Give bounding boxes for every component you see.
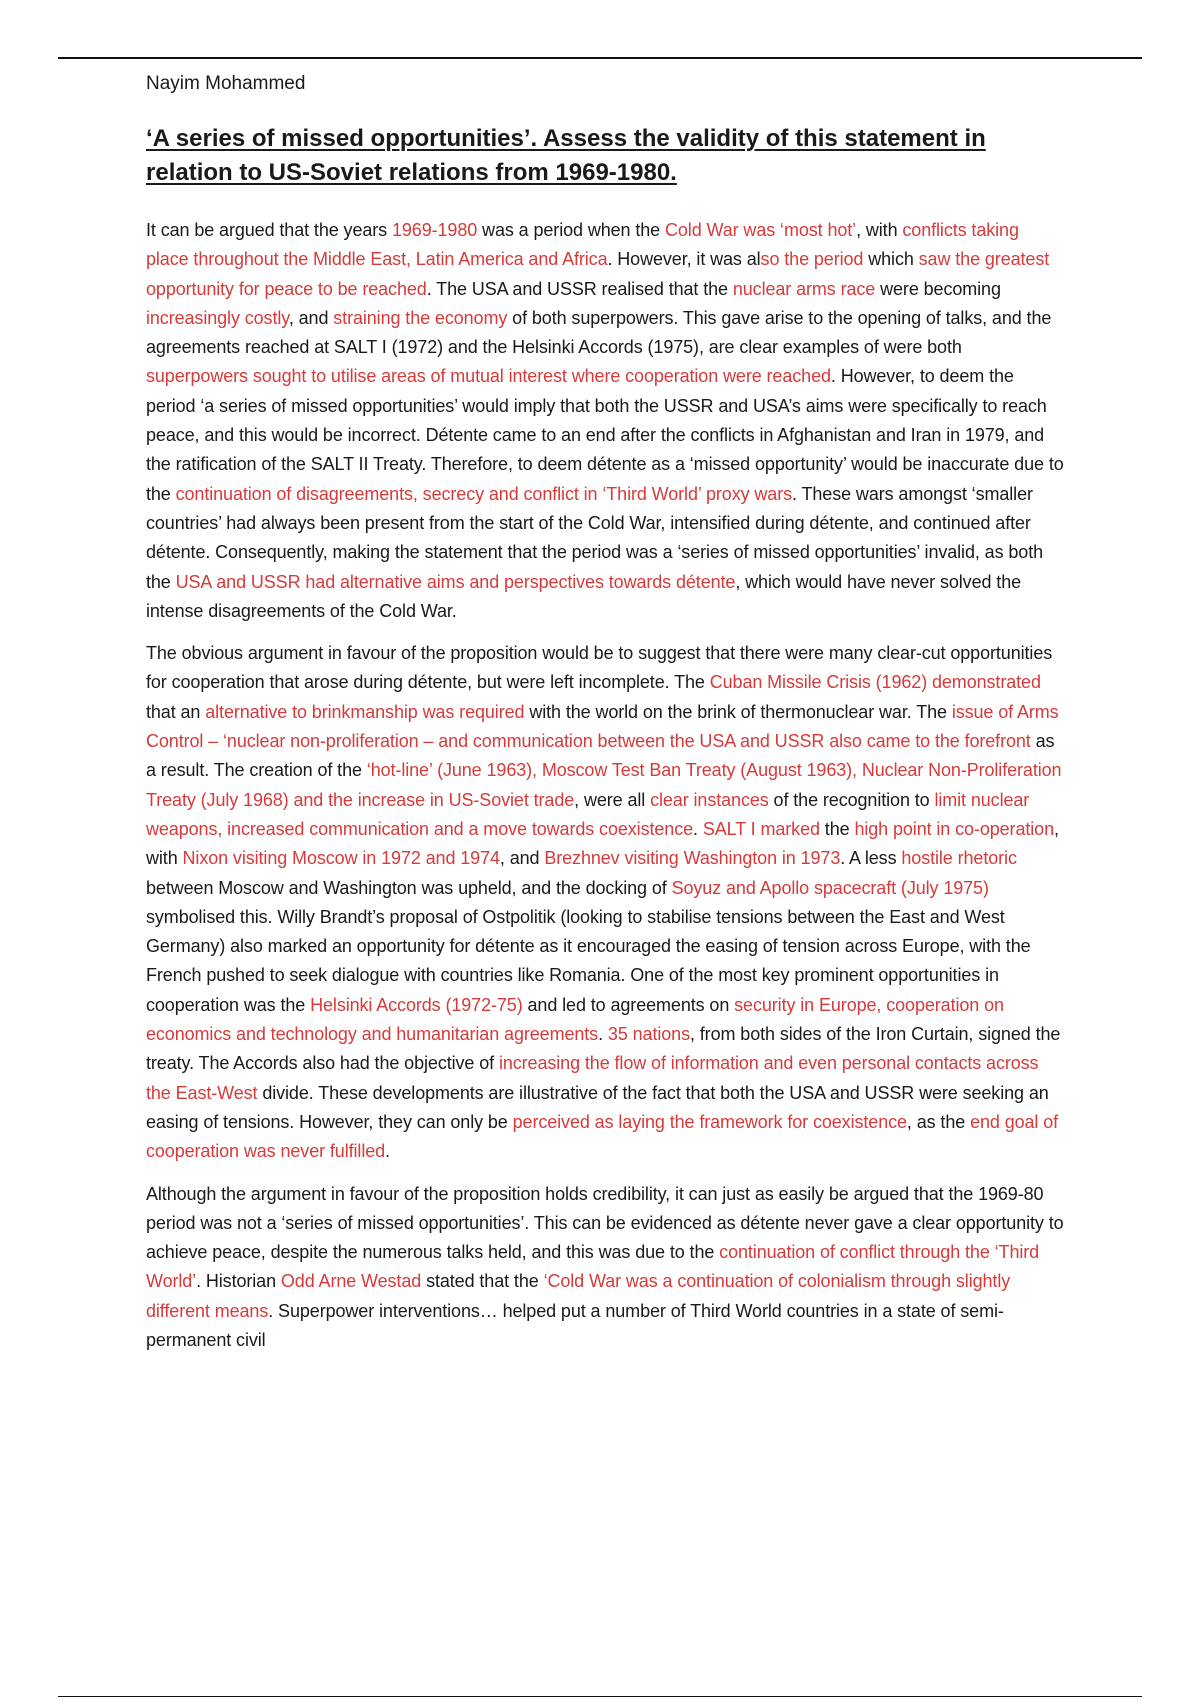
text-run: of both superpowers. This gave arise to the opening of talks, and the agreements reached at SALT I (1972) and the Helsinki Accords (1975), are clear examples of were both	[146, 307, 1052, 358]
text-run: the	[819, 818, 855, 839]
text-run: . Superpower interventions… helped put a number of Third World countries in a state of semi-permanent civil	[146, 1300, 1004, 1350]
text-run: symbolised this. Willy Brandt’s proposal of Ostpolitik (looking to stabilise tensions between the East and West Germany) also marked an opportunity for détente as it encouraged the easing of tension across Europe, with the French pushed to seek dialogue with countries like Romania. One of the most key prominent opportunities in cooperation was the	[146, 906, 1031, 1015]
text-run: , with	[146, 818, 1059, 869]
text-run: , and	[499, 848, 545, 869]
text-run: . However, to deem the period ‘a series of missed opportunities’ would imply that both the USSR and USA’s aims were specifically to reach peace, and this would be incorrect. Détente came to an end after the conflicts in Afghanistan and Iran in 1979, and the ratification of the SALT II Treaty. Therefore, to deem détente as a ‘missed opportunity’ would be inaccurate due to the	[146, 366, 1064, 504]
text-run: It can be argued that the years	[146, 220, 392, 240]
highlighted-phrase: nuclear arms race	[732, 278, 876, 299]
highlighted-phrase: end goal of cooperation was never fulfilled	[146, 1111, 1059, 1162]
highlighted-phrase: Brezhnev visiting Washington in 1973	[544, 848, 841, 869]
highlighted-phrase: superpowers sought to utilise areas of mutual interest where cooperation were reached	[146, 366, 831, 387]
highlighted-phrase: saw the greatest opportunity for peace to be reached	[146, 249, 1050, 299]
text-run: were becoming	[875, 278, 1001, 299]
essay-paragraph	[146, 639, 1066, 1166]
text-run: . However, it was al	[607, 249, 761, 270]
text-run: , and	[288, 307, 334, 328]
text-run: of the recognition to	[768, 789, 935, 810]
highlighted-phrase: so the period	[760, 249, 864, 270]
highlighted-phrase: Odd Arne Westad	[280, 1271, 422, 1292]
highlighted-phrase: continuation of conflict through the ‘Third World’	[146, 1242, 1040, 1292]
text-run: was a period when the	[477, 220, 665, 240]
text-run: between Moscow and Washington was upheld, and the docking of	[146, 877, 672, 898]
essay-title	[146, 122, 1066, 190]
highlighted-phrase: increasingly costly	[146, 307, 289, 328]
highlighted-phrase: conflicts taking place throughout the Middle East, Latin America and Africa	[146, 220, 1019, 270]
document-body	[146, 72, 1066, 1368]
highlighted-phrase: increasing the flow of information and even personal contacts across the East-West	[146, 1053, 1039, 1103]
text-run: , as the	[906, 1111, 971, 1132]
highlighted-phrase: SALT I marked	[702, 818, 820, 839]
footer-rule	[58, 1696, 1142, 1697]
highlighted-phrase: limit nuclear weapons, increased communication and a move towards coexistence	[146, 789, 1030, 839]
highlighted-phrase: straining the economy	[333, 307, 508, 328]
text-run: .	[598, 1024, 608, 1045]
highlighted-phrase: ‘Cold War was a continuation of colonialism through slightly different means	[146, 1271, 1011, 1321]
text-run: . A less	[840, 848, 902, 869]
text-run: which	[863, 249, 919, 270]
text-run: that an	[146, 701, 206, 722]
text-run: Although the argument in favour of the proposition holds credibility, it can just as easily be argued that the 1969-80 period was not a ‘series of missed opportunities’. This can be evidenced as détente never gave a clear opportunity to achieve peace, despite the numerous talks held, and this was due to the	[146, 1183, 1064, 1263]
highlighted-phrase: Helsinki Accords (1972-75)	[310, 994, 523, 1015]
text-run: , with	[856, 220, 903, 240]
highlighted-phrase: continuation of disagreements, secrecy and conflict in ‘Third World’ proxy wars	[175, 483, 793, 504]
highlighted-phrase: Nixon visiting Moscow in 1972 and 1974	[182, 848, 500, 869]
header-rule	[58, 57, 1142, 59]
text-run: divide. These developments are illustrative of the fact that both the USA and USSR were seeking an easing of tensions. However, they can only be	[146, 1082, 1049, 1132]
highlighted-phrase: security in Europe, cooperation on economics and technology and humanitarian agreements	[146, 994, 1004, 1045]
text-run: stated that the	[421, 1271, 544, 1292]
highlighted-phrase: 35 nations	[607, 1024, 690, 1045]
text-run: . These wars amongst ‘smaller countries’ had always been present from the start of the Cold War, intensified during détente, and continued after détente. Consequently, making the statement that the period was a ‘series of missed opportunities’ invalid, as both the	[146, 483, 1044, 592]
highlighted-phrase: Soyuz and Apollo spacecraft (July 1975)	[671, 877, 989, 898]
essay-paragraph	[146, 1180, 1066, 1356]
author-name: Nayim Mohammed	[146, 73, 306, 94]
text-run: as a result. The creation of the	[146, 731, 1055, 781]
essay-title-line: ‘A series of missed opportunities’. Assess the validity of this statement in	[146, 125, 986, 152]
text-run: , which would have never solved the intense disagreements of the Cold War.	[146, 571, 1022, 621]
highlighted-phrase: USA and USSR had alternative aims and perspectives towards détente	[175, 571, 736, 592]
highlighted-phrase: high point in co-operation	[854, 818, 1054, 839]
highlighted-phrase: clear instances	[650, 789, 769, 810]
text-run: , from both sides of the Iron Curtain, signed the treaty. The Accords also had the objective of	[146, 1024, 1061, 1074]
text-run: with the world on the brink of thermonuclear war. The	[524, 701, 952, 722]
highlighted-phrase: Cuban Missile Crisis (1962) demonstrated	[709, 672, 1041, 693]
highlighted-phrase: Cold War was ‘most hot’	[664, 220, 857, 240]
text-run: .	[693, 818, 703, 839]
text-run: and led to agreements on	[522, 994, 735, 1015]
essay-title-line: relation to US-Soviet relations from 1969-1980.	[146, 159, 677, 186]
essay-paragraph	[146, 216, 1066, 626]
highlighted-phrase: alternative to brinkmanship was required	[205, 701, 525, 722]
text-run: , were all	[574, 789, 651, 810]
highlighted-phrase: issue of Arms Control – ‘nuclear non-proliferation – and communication between the USA and USSR also came to the forefront	[146, 701, 1059, 752]
highlighted-phrase: ‘hot-line’ (June 1963), Moscow Test Ban Treaty (August 1963), Nuclear Non-Proliferation Treaty (July 1968) and the increase in US-Soviet trade	[146, 760, 1062, 810]
text-run: The obvious argument in favour of the proposition would be to suggest that there were many clear-cut opportunities for cooperation that arose during détente, but were left incomplete. The	[146, 643, 1053, 693]
highlighted-phrase: hostile rhetoric	[901, 848, 1017, 869]
text-run: .	[385, 1141, 390, 1162]
highlighted-phrase: perceived as laying the framework for coexistence	[512, 1111, 907, 1132]
essay-paragraphs	[146, 216, 1066, 1355]
text-run: . The USA and USSR realised that the	[426, 278, 733, 299]
highlighted-phrase: 1969-1980	[391, 220, 478, 240]
text-run: . Historian	[196, 1271, 281, 1292]
